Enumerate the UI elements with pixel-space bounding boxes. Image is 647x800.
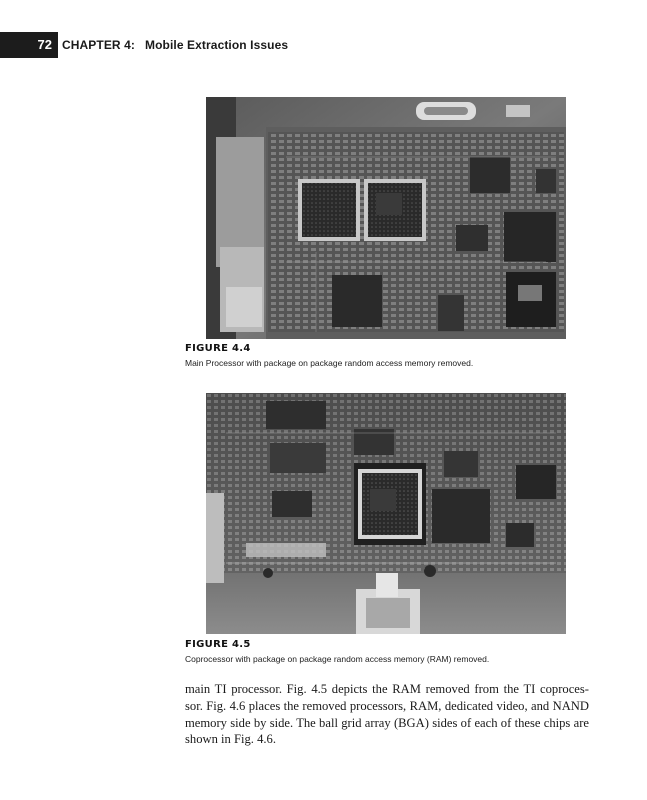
- chapter-label: CHAPTER 4:: [62, 38, 136, 52]
- body-paragraph: [185, 681, 589, 748]
- chapter-heading: [62, 32, 288, 58]
- circuit-board-photo-main-processor: [206, 97, 566, 339]
- page-number: 72: [0, 32, 58, 58]
- body-line: memory side by side. The ball grid array (BGA) sides of each of these chips are: [185, 715, 589, 730]
- figure-4-5-photo: [206, 393, 566, 634]
- body-line: sor. Fig. 4.6 places the removed processors, RAM, dedicated video, and NAND: [185, 698, 589, 713]
- figure-label: FIGURE 4.4: [185, 343, 251, 354]
- circuit-board-photo-coprocessor: [206, 393, 566, 634]
- chapter-title: Mobile Extraction Issues: [145, 38, 289, 52]
- running-header: [0, 32, 647, 58]
- body-line: shown in Fig. 4.6.: [185, 732, 276, 747]
- figure-4-4-photo: [206, 97, 566, 339]
- figure-label: FIGURE 4.5: [185, 639, 251, 650]
- body-line: main TI processor. Fig. 4.5 depicts the RAM removed from the TI coproces-: [185, 682, 589, 696]
- figure-caption: Main Processor with package on package random access memory removed.: [185, 358, 474, 368]
- figure-caption: Coprocessor with package on package random access memory (RAM) removed.: [185, 654, 490, 664]
